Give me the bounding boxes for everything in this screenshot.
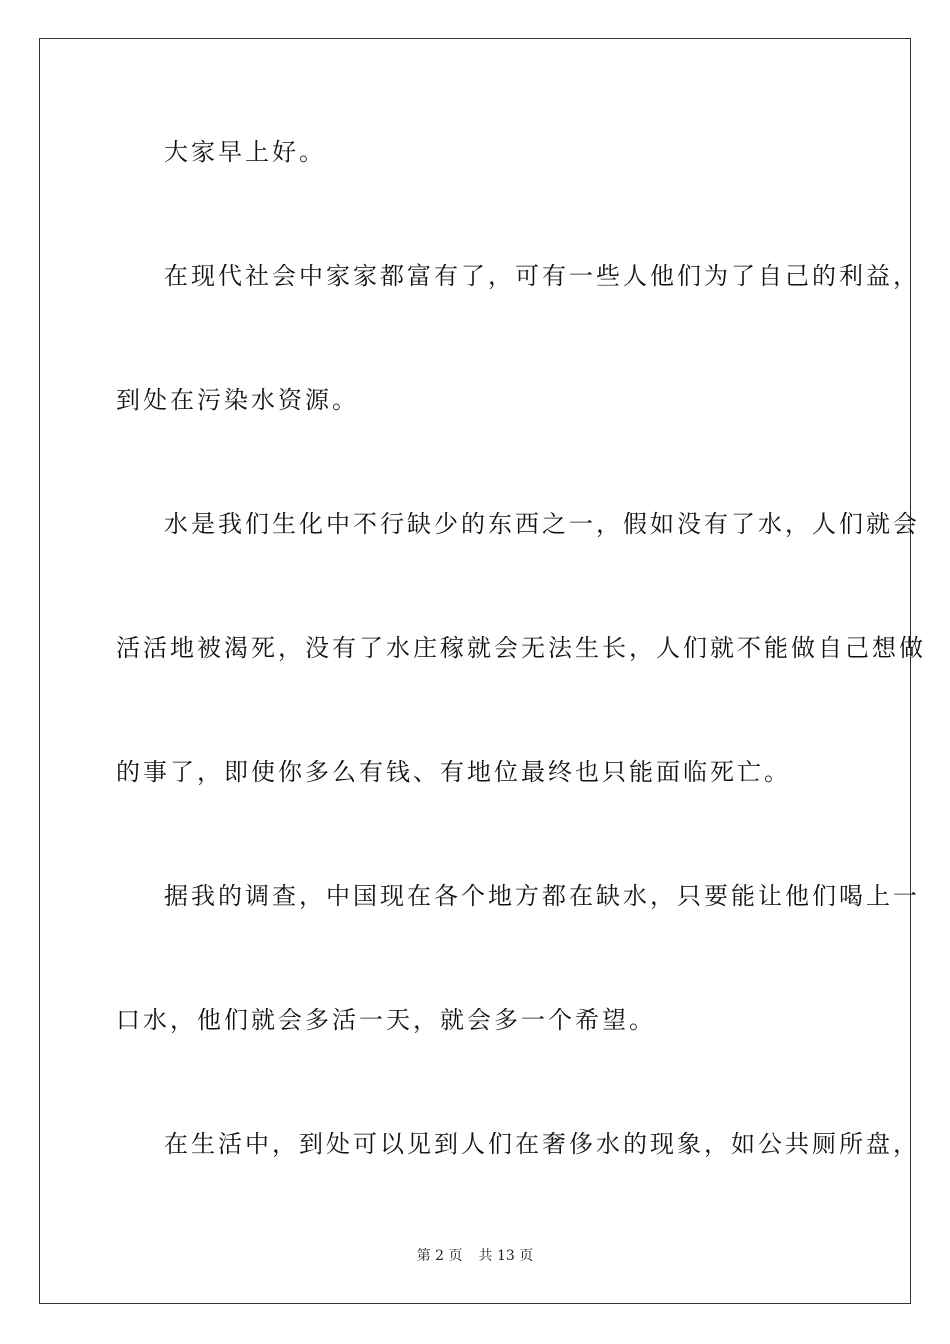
paragraph-line-7: 据我的调查，中国现在各个地方都在缺水，只要能让他们喝上一 xyxy=(164,882,920,910)
paragraph-line-6: 的事了，即使你多么有钱、有地位最终也只能面临死亡。 xyxy=(116,758,791,786)
page-number: 第 2 页 xyxy=(416,1248,463,1264)
page-footer xyxy=(0,1246,950,1266)
paragraph-line-4: 水是我们生化中不行缺少的东西之一，假如没有了水，人们就会 xyxy=(164,510,920,538)
paragraph-line-5: 活活地被渴死，没有了水庄稼就会无法生长，人们就不能做自己想做 xyxy=(116,634,926,662)
paragraph-line-3: 到处在污染水资源。 xyxy=(116,386,359,414)
paragraph-line-9: 在生活中，到处可以见到人们在奢侈水的现象，如公共厕所盘， xyxy=(164,1130,920,1158)
paragraph-line-1: 大家早上好。 xyxy=(164,138,326,166)
total-pages: 共 13 页 xyxy=(478,1248,534,1264)
paragraph-line-8: 口水，他们就会多活一天，就会多一个希望。 xyxy=(116,1006,656,1034)
page-border xyxy=(39,38,926,1304)
paragraph-line-2: 在现代社会中家家都富有了，可有一些人他们为了自己的利益， xyxy=(164,262,920,290)
